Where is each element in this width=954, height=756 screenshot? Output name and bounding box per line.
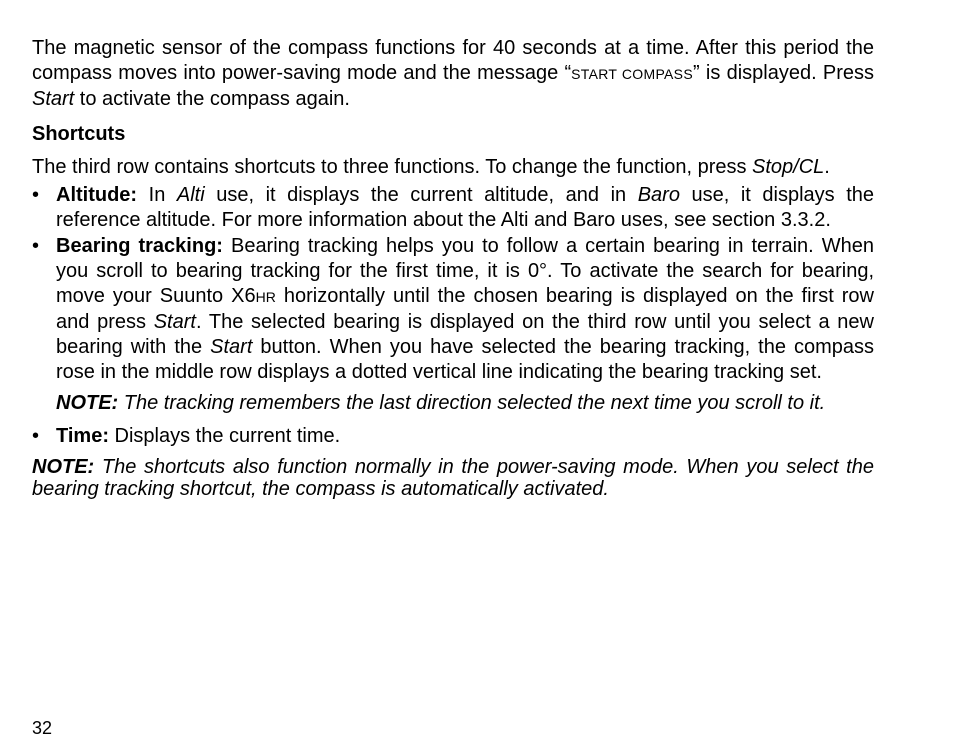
page-number: 32 xyxy=(32,718,53,738)
list-item-time xyxy=(32,424,874,449)
bearing-tracking-label: Bearing tracking: xyxy=(56,235,223,257)
note-label: NOTE: xyxy=(32,456,95,478)
baro-reference: Baro xyxy=(637,184,680,206)
bullet-icon: • xyxy=(32,235,40,257)
compass-power-saving-paragraph xyxy=(32,36,874,112)
power-saving-note xyxy=(32,456,874,500)
section-heading: Shortcuts xyxy=(32,123,126,145)
text-span: . The selected bearing is displayed on the third row until you select a new bearing with the xyxy=(56,311,874,358)
shortcuts-intro-paragraph xyxy=(32,155,874,180)
text-span: to activate the compass again. xyxy=(74,88,350,110)
bullet-icon: • xyxy=(32,425,40,447)
text-span: Displays the current time. xyxy=(108,425,341,447)
shortcut-list-continued xyxy=(32,424,874,449)
text-span: The magnetic sensor of the compass functions for 40 seconds at a time. After this period the compass moves into power-saving mode and the message “ xyxy=(32,37,874,84)
bullet-icon: • xyxy=(32,184,40,206)
list-item-bearing-tracking xyxy=(32,234,874,385)
tracking-note xyxy=(56,393,874,414)
text-span: ” is displayed. Press xyxy=(692,62,875,84)
shortcut-list xyxy=(32,183,874,385)
stop-cl-button-reference: Stop/CL xyxy=(752,156,825,178)
alti-reference: Alti xyxy=(176,184,205,206)
text-span: . xyxy=(824,156,830,178)
text-span: use, it displays the reference altitude. For more information about the Alti and Baro uses, see section 3.3.2. xyxy=(56,184,875,231)
note-text: The shortcuts also function normally in the power-saving mode. When you select the bearing tracking shortcut, the compass is automatically activated. xyxy=(32,456,874,500)
altitude-label: Altitude: xyxy=(56,184,138,206)
text-span: Bearing tracking helps you to follow a certain bearing in terrain. When you scroll to bearing tracking for the first time, it is 0°. To activate the search for bearing, move your Suunto X6 xyxy=(56,235,874,307)
time-label: Time: xyxy=(56,425,109,447)
text-span: In xyxy=(137,184,177,206)
note-label: NOTE: xyxy=(56,392,119,414)
text-span: button. When you have selected the bearing tracking, the compass rose in the middle row displays a dotted vertical line indicating the bearing tracking set. xyxy=(56,336,874,383)
text-span: horizontally until the chosen bearing is displayed on the first row and press xyxy=(56,285,874,333)
list-item-altitude xyxy=(32,183,874,233)
start-button-reference: Start xyxy=(32,88,75,110)
start-button-reference: Start xyxy=(153,311,196,333)
text-span: The third row contains shortcuts to three functions. To change the function, press xyxy=(32,156,753,178)
note-text: The tracking remembers the last direction selected the next time you scroll to it. xyxy=(118,392,826,414)
start-compass-message: START COMPASS xyxy=(571,66,693,82)
hr-suffix: HR xyxy=(255,289,276,305)
page-content xyxy=(32,36,874,500)
text-span: use, it displays the current altitude, and in xyxy=(204,184,638,206)
start-button-reference: Start xyxy=(210,336,253,358)
